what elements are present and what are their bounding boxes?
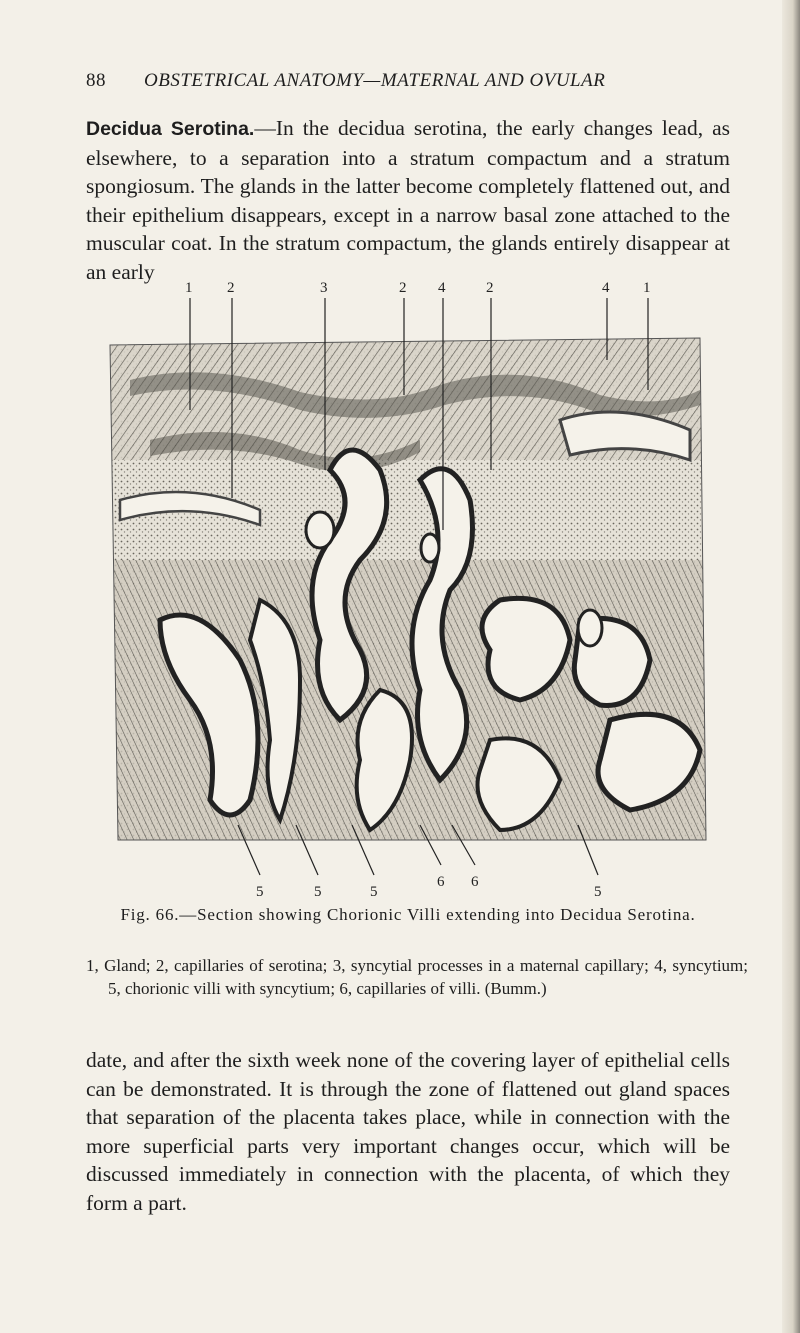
bottom-label-6: 5 (594, 884, 602, 900)
top-label-2: 2 (227, 280, 235, 296)
bottom-label-4: 6 (437, 874, 445, 890)
figure-tissue (100, 330, 720, 850)
top-label-1: 1 (185, 280, 193, 296)
bottom-label-2: 5 (314, 884, 322, 900)
bottom-label-5: 6 (471, 874, 479, 890)
figure-caption: Fig. 66.—Section showing Chorionic Villi extending into Decidua Serotina. (120, 905, 696, 924)
top-label-7: 4 (602, 280, 610, 296)
top-label-3: 3 (320, 280, 328, 296)
bottom-labels (256, 874, 602, 900)
top-label-4: 2 (399, 280, 407, 296)
top-label-6: 2 (486, 280, 494, 296)
paragraph-1-text: —In the decidua serotina, the early changes lead, as elsewhere, to a separation into a stratum compactum and a stratum spongiosum. The glands in the latter become completely flattened out, and their epithelium disappears, except in a narrow basal zone attached to the muscular coat. In the stratum compactum, the glands entirely disappear at an early (86, 116, 730, 284)
top-label-8: 1 (643, 280, 651, 296)
running-title: OBSTETRICAL ANATOMY—MATERNAL AND OVULAR (144, 70, 606, 91)
top-labels (185, 280, 651, 296)
bottom-label-1: 5 (256, 884, 264, 900)
bottom-label-3: 5 (370, 884, 378, 900)
paragraph-lead: Decidua Serotina. (86, 118, 255, 140)
page-number: 88 (86, 70, 106, 91)
top-label-5: 4 (438, 280, 446, 296)
figure-legend: 1, Gland; 2, capillaries of serotina; 3, syncytial processes in a maternal capillary; 4, syncytium; 5, chorionic villi with syncytium; 6, capillaries of villi. (Bumm.) (86, 956, 748, 998)
paragraph-2: date, and after the sixth week none of the covering layer of epithelial cells can be demonstrated. It is through the zone of flattened out gland spaces that separation of the placenta takes place, while in connection with the more superficial parts very important changes occur, which will be discussed immediately in connection with the placenta, of which they form a part. (86, 1048, 730, 1215)
